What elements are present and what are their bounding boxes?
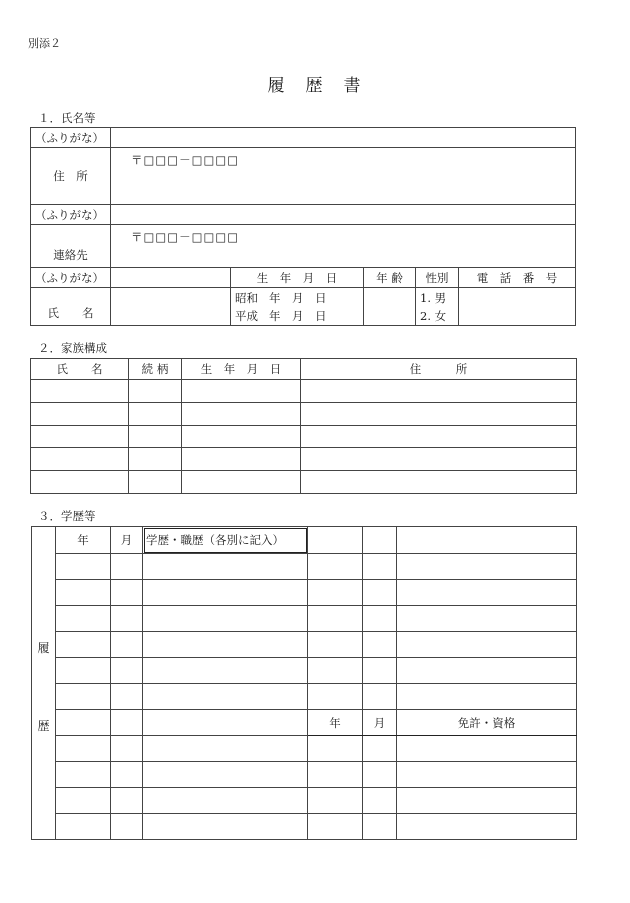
history-col-description: 学歴・職歴（各別に記入） — [143, 527, 308, 554]
family-col-relation: 続 柄 — [129, 359, 182, 380]
gender-male-option[interactable]: 1. 男 — [420, 290, 447, 305]
history-description-cell[interactable] — [143, 736, 308, 762]
history-month-cell[interactable] — [111, 788, 143, 814]
license-description-cell[interactable] — [397, 814, 577, 840]
history-month-cell[interactable] — [111, 632, 143, 658]
history-description-cell[interactable] — [143, 580, 308, 606]
history-extra-cell[interactable] — [308, 684, 363, 710]
table-row — [32, 580, 577, 606]
family-birth-cell[interactable] — [182, 426, 301, 448]
name-field[interactable] — [111, 288, 231, 326]
history-table — [31, 526, 577, 840]
furigana-label-contact: （ふりがな） — [31, 205, 111, 225]
table-row — [32, 684, 577, 710]
license-col-month: 月 — [363, 710, 397, 736]
history-month-cell[interactable] — [111, 762, 143, 788]
license-month-cell[interactable] — [363, 736, 397, 762]
history-year-cell[interactable] — [56, 736, 111, 762]
history-extra-cell[interactable] — [363, 684, 397, 710]
history-extra-cell[interactable] — [397, 632, 577, 658]
family-birth-cell[interactable] — [182, 471, 301, 494]
history-col-year: 年 — [56, 527, 111, 554]
history-extra-cell[interactable] — [363, 658, 397, 684]
history-label-char-1: 履 — [37, 641, 50, 655]
history-month-cell[interactable] — [111, 580, 143, 606]
history-description-cell[interactable] — [143, 658, 308, 684]
history-extra-cell[interactable] — [397, 554, 577, 580]
family-name-cell[interactable] — [31, 426, 129, 448]
history-description-cell[interactable] — [143, 632, 308, 658]
address-field[interactable] — [111, 148, 576, 205]
section3-heading: ３．学歴等 — [38, 509, 96, 523]
section2-heading: ２．家族構成 — [38, 341, 107, 355]
family-name-cell[interactable] — [31, 448, 129, 471]
age-header: 年 齢 — [364, 268, 416, 288]
history-label-char-2: 歴 — [37, 719, 50, 733]
history-description-cell[interactable] — [143, 606, 308, 632]
history-description-cell[interactable] — [143, 762, 308, 788]
address-postal: 〒□□□－□□□□ — [131, 153, 240, 167]
history-year-cell[interactable] — [56, 762, 111, 788]
family-relation-cell[interactable] — [129, 471, 182, 494]
family-relation-cell[interactable] — [129, 426, 182, 448]
license-description-cell[interactable] — [397, 736, 577, 762]
history-extra-cell[interactable] — [363, 554, 397, 580]
history-description-cell[interactable] — [143, 710, 308, 736]
phone-header: 電 話 番 号 — [459, 268, 576, 288]
family-name-cell[interactable] — [31, 403, 129, 426]
name-label: 氏 名 — [31, 288, 111, 326]
family-address-cell[interactable] — [301, 380, 577, 403]
license-year-cell[interactable] — [308, 788, 363, 814]
history-year-cell[interactable] — [56, 632, 111, 658]
gender-field[interactable] — [416, 288, 459, 326]
table-row — [31, 380, 577, 403]
history-month-cell[interactable] — [111, 736, 143, 762]
era-showa: 昭和 — [235, 290, 258, 305]
history-year-cell[interactable] — [56, 788, 111, 814]
table-row — [32, 710, 577, 736]
family-relation-cell[interactable] — [129, 448, 182, 471]
history-month-cell[interactable] — [111, 554, 143, 580]
family-col-birth: 生 年 月 日 — [182, 359, 301, 380]
address-furigana-field[interactable] — [111, 128, 576, 148]
table-row — [32, 762, 577, 788]
table-row — [32, 554, 577, 580]
history-extra-cell[interactable] — [308, 632, 363, 658]
family-address-cell[interactable] — [301, 403, 577, 426]
license-month-cell[interactable] — [363, 788, 397, 814]
license-col-year: 年 — [308, 710, 363, 736]
document-label: 別添２ — [28, 37, 61, 50]
era-heisei: 平成 — [235, 308, 258, 323]
history-month-cell[interactable] — [111, 684, 143, 710]
name-furigana-field[interactable] — [111, 268, 231, 288]
family-col-name: 氏 名 — [31, 359, 129, 380]
license-year-cell[interactable] — [308, 814, 363, 840]
family-relation-cell[interactable] — [129, 403, 182, 426]
phone-field[interactable] — [459, 288, 576, 326]
family-birth-cell[interactable] — [182, 380, 301, 403]
history-month-cell[interactable] — [111, 606, 143, 632]
history-year-cell[interactable] — [56, 554, 111, 580]
family-name-cell[interactable] — [31, 380, 129, 403]
contact-field[interactable] — [111, 225, 576, 268]
license-month-cell[interactable] — [363, 814, 397, 840]
history-extra-cell[interactable] — [397, 658, 577, 684]
table-row — [32, 736, 577, 762]
table-row — [31, 426, 577, 448]
contact-label: 連絡先 — [31, 225, 111, 268]
history-extra-cell[interactable] — [308, 527, 363, 554]
history-year-cell[interactable] — [56, 580, 111, 606]
history-col-month: 月 — [111, 527, 143, 554]
date-parts-showa: 年 月 日 — [268, 290, 327, 305]
table-row — [31, 471, 577, 494]
history-description-cell[interactable] — [143, 814, 308, 840]
table-row — [31, 403, 577, 426]
history-month-cell[interactable] — [111, 658, 143, 684]
history-year-cell[interactable] — [56, 684, 111, 710]
history-extra-cell[interactable] — [308, 580, 363, 606]
birth-date-field[interactable] — [231, 288, 364, 326]
table-row — [31, 448, 577, 471]
family-birth-cell[interactable] — [182, 448, 301, 471]
history-month-cell[interactable] — [111, 814, 143, 840]
history-vertical-label — [32, 527, 56, 840]
family-relation-cell[interactable] — [129, 380, 182, 403]
history-extra-cell[interactable] — [397, 580, 577, 606]
table-row — [32, 788, 577, 814]
family-name-cell[interactable] — [31, 471, 129, 494]
history-extra-cell[interactable] — [397, 606, 577, 632]
history-year-cell[interactable] — [56, 658, 111, 684]
license-year-cell[interactable] — [308, 736, 363, 762]
family-address-cell[interactable] — [301, 471, 577, 494]
family-address-cell[interactable] — [301, 426, 577, 448]
history-month-cell[interactable] — [111, 710, 143, 736]
table-row — [32, 632, 577, 658]
history-description-cell[interactable] — [143, 788, 308, 814]
license-year-cell[interactable] — [308, 762, 363, 788]
license-description-cell[interactable] — [397, 788, 577, 814]
contact-furigana-field[interactable] — [111, 205, 576, 225]
gender-header: 性別 — [416, 268, 459, 288]
furigana-label-name: （ふりがな） — [31, 268, 111, 288]
history-description-cell[interactable] — [143, 684, 308, 710]
document-title: 履 歴 書 — [267, 76, 363, 96]
personal-info-table — [30, 127, 576, 326]
age-field[interactable] — [364, 288, 416, 326]
section1-heading: １．氏名等 — [38, 111, 96, 125]
table-row — [32, 658, 577, 684]
birth-date-header: 生 年 月 日 — [231, 268, 364, 288]
history-extra-cell[interactable] — [397, 684, 577, 710]
table-row — [32, 814, 577, 840]
date-parts-heisei: 年 月 日 — [268, 308, 327, 323]
history-year-cell[interactable] — [56, 710, 111, 736]
table-row — [32, 606, 577, 632]
address-label: 住 所 — [31, 148, 111, 205]
family-address-cell[interactable] — [301, 448, 577, 471]
history-year-cell[interactable] — [56, 606, 111, 632]
history-extra-cell[interactable] — [363, 632, 397, 658]
history-description-cell[interactable] — [143, 554, 308, 580]
license-col-header: 免許・資格 — [397, 710, 577, 736]
history-extra-cell[interactable] — [363, 606, 397, 632]
history-year-cell[interactable] — [56, 814, 111, 840]
history-extra-cell[interactable] — [308, 658, 363, 684]
history-extra-cell[interactable] — [363, 580, 397, 606]
contact-postal: 〒□□□－□□□□ — [131, 230, 240, 244]
gender-female-option[interactable]: 2. 女 — [420, 308, 447, 323]
license-month-cell[interactable] — [363, 762, 397, 788]
family-col-address: 住 所 — [301, 359, 577, 380]
family-birth-cell[interactable] — [182, 403, 301, 426]
history-extra-cell[interactable] — [308, 554, 363, 580]
history-extra-cell[interactable] — [397, 527, 577, 554]
family-table — [30, 358, 577, 494]
history-extra-cell[interactable] — [308, 606, 363, 632]
history-extra-cell[interactable] — [363, 527, 397, 554]
furigana-label-address: （ふりがな） — [31, 128, 111, 148]
license-description-cell[interactable] — [397, 762, 577, 788]
